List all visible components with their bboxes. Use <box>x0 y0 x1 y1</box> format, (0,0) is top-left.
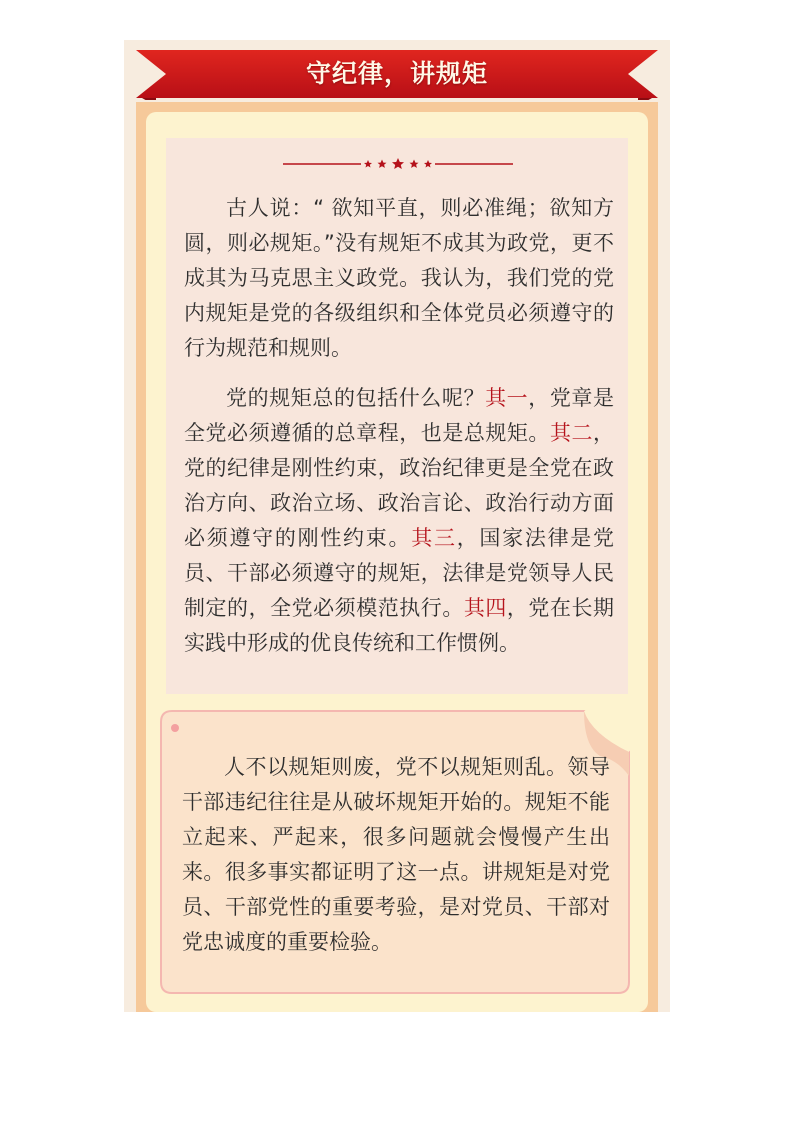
paragraph-2-text <box>184 381 614 661</box>
title-ribbon <box>136 48 658 100</box>
poster <box>124 40 670 1012</box>
p2-part-4: ，党在长期实践中形成的优良传统和工作惯例。 <box>184 596 615 655</box>
orange-frame <box>136 102 658 1012</box>
note-card <box>160 710 630 994</box>
paragraph-3 <box>182 750 610 960</box>
p2-part-2: ，党的纪律是刚性约束，政治纪律更是全党在政治方向、政治立场、政治言论、政治行动方面必须遵守的刚性约束。 <box>184 421 615 550</box>
paragraph-1 <box>184 191 614 366</box>
paragraph-2 <box>184 381 614 661</box>
p2-part-1: ，党章是全党必须遵循的总章程，也是总规矩。 <box>184 386 615 445</box>
article-card <box>166 138 628 694</box>
p2-intro: 党的规矩总的包括什么呢？ <box>226 386 486 410</box>
highlight-fourth: 其四 <box>463 596 507 620</box>
star-divider <box>283 158 513 170</box>
paragraph-1-text: 古人说：“ 欲知平直，则必准绳；欲知方圆，则必规矩。”没有规矩不成其为政党，更不成其为马克思主义政党。我认为，我们党的党内规矩是党的各级组织和全体党员必须遵守的行为规范和规则。 <box>184 196 614 360</box>
pin-dot <box>171 724 179 732</box>
content-panel <box>146 112 648 1012</box>
highlight-second: 其二 <box>549 421 594 445</box>
highlight-third: 其三 <box>411 526 457 550</box>
p2-part-3: ，国家法律是党员、干部必须遵守的规矩，法律是党领导人民制定的，全党必须模范执行。 <box>184 526 615 620</box>
highlight-first: 其一 <box>485 386 529 410</box>
page-title: 守纪律，讲规矩 <box>305 59 488 88</box>
paragraph-3-text: 人不以规矩则废，党不以规矩则乱。领导干部违纪往往是从破坏规矩开始的。规矩不能立起来、严起来，很多问题就会慢慢产生出来。很多事实都证明了这一点。讲规矩是对党员、干部党性的重要考验，是对党员、干部对党忠诚度的重要检验。 <box>182 755 610 954</box>
